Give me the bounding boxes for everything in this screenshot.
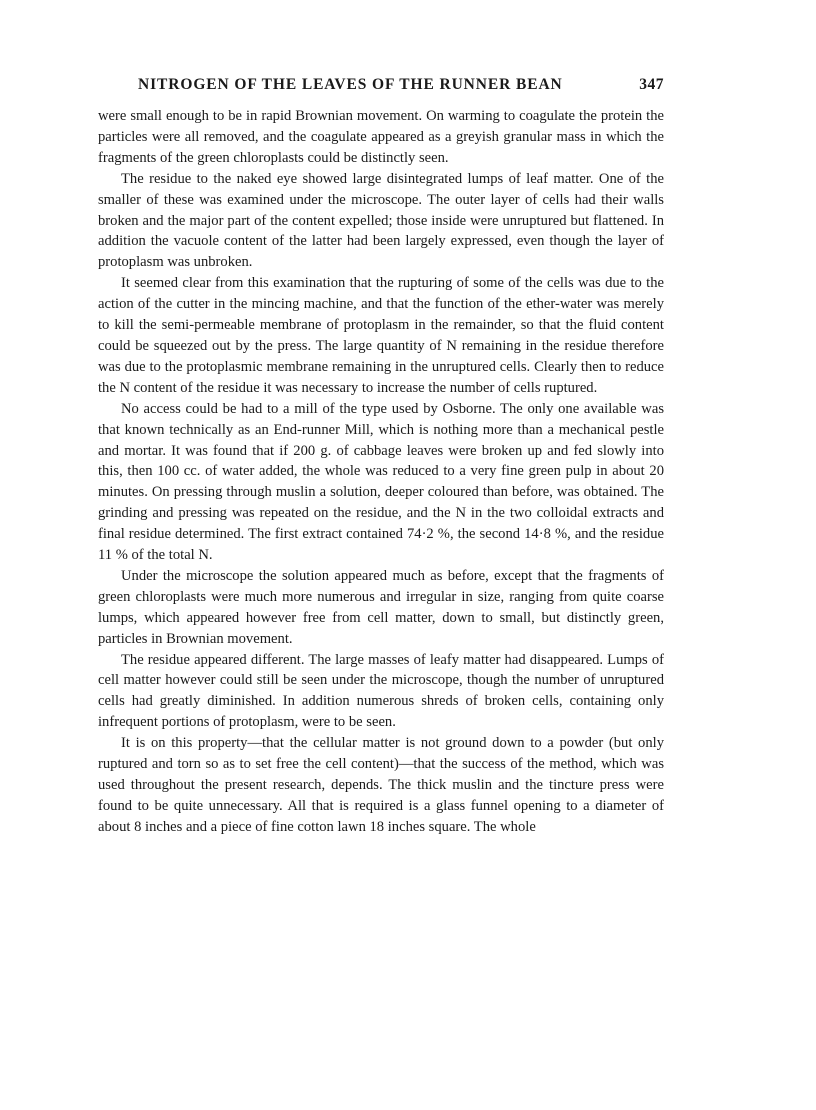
paragraph: It seemed clear from this examination that the rupturing of some of the cells was due to the action of the cutter in the mincing machine, and that the function of the ether-water was merely to kill the semi-permeable membrane of protoplasm in the remainder, so that the fluid content could be squeezed out by the press. The large quantity of N remaining in the residue therefore was due to the protoplasmic membrane remaining in the unruptured cells. Clearly then to reduce the N content of the residue it was necessary to increase the number of cells ruptured. (98, 275, 664, 396)
paragraph: No access could be had to a mill of the type used by Osborne. The only one available was that known technically as an End-runner Mill, which is nothing more than a mechanical pestle and mortar. It was found that if 200 g. of cabbage leaves were broken up and fed slowly into this, then 100 cc. of water added, the whole was reduced to a very fine green pulp in about 20 minutes. On pressing through muslin a solution, deeper coloured than before, was obtained. The grinding and pressing was repeated on the residue, and the N in the two colloidal extracts and final residue determined. The first extract contained 74·2 %, the second 14·8 %, and the residue 11 % of the total N. (98, 400, 664, 564)
paragraph-continued: were small enough to be in rapid Brownian movement. On warming to coagulate the protein the particles were all removed, and the coagulate appeared as a greyish granular mass in which the fragments of the green chloroplasts could be distinctly seen. (98, 108, 664, 166)
body-text (98, 106, 664, 838)
paragraph: Under the microscope the solution appeared much as before, except that the fragments of green chloroplasts were much more numerous and irregular in size, ranging from quite coarse lumps, which appeared however free from cell matter, down to small, but distinctly green, particles in Brownian movement. (98, 567, 664, 647)
paragraph: It is on this property—that the cellular matter is not ground down to a powder (but only ruptured and torn so as to set free the cell content)—that the success of the method, which was used throughout the present research, depends. The thick muslin and the tincture press were found to be quite unnecessary. All that is required is a glass funnel opening to a diameter of about 8 inches and a piece of fine cotton lawn 18 inches square. The whole (98, 735, 664, 835)
journal-page (98, 76, 664, 838)
running-head (138, 76, 664, 94)
paragraph: The residue appeared different. The large masses of leafy matter had disappeared. Lumps of cell matter however could still be seen under the microscope, though the number of unruptured cells had greatly diminished. In addition numerous shreds of broken cells, containing only infrequent portions of protoplasm, were to be seen. (98, 651, 664, 731)
page-number: 347 (639, 76, 664, 93)
paragraph: The residue to the naked eye showed large disintegrated lumps of leaf matter. One of the smaller of these was examined under the microscope. The outer layer of cells had their walls broken and the major part of the content expelled; those inside were unruptured but flattened. In addition the vacuole content of the latter had been largely expressed, even though the layer of protoplasm was unbroken. (98, 170, 664, 271)
running-title: NITROGEN OF THE LEAVES OF THE RUNNER BEAN (138, 76, 563, 93)
